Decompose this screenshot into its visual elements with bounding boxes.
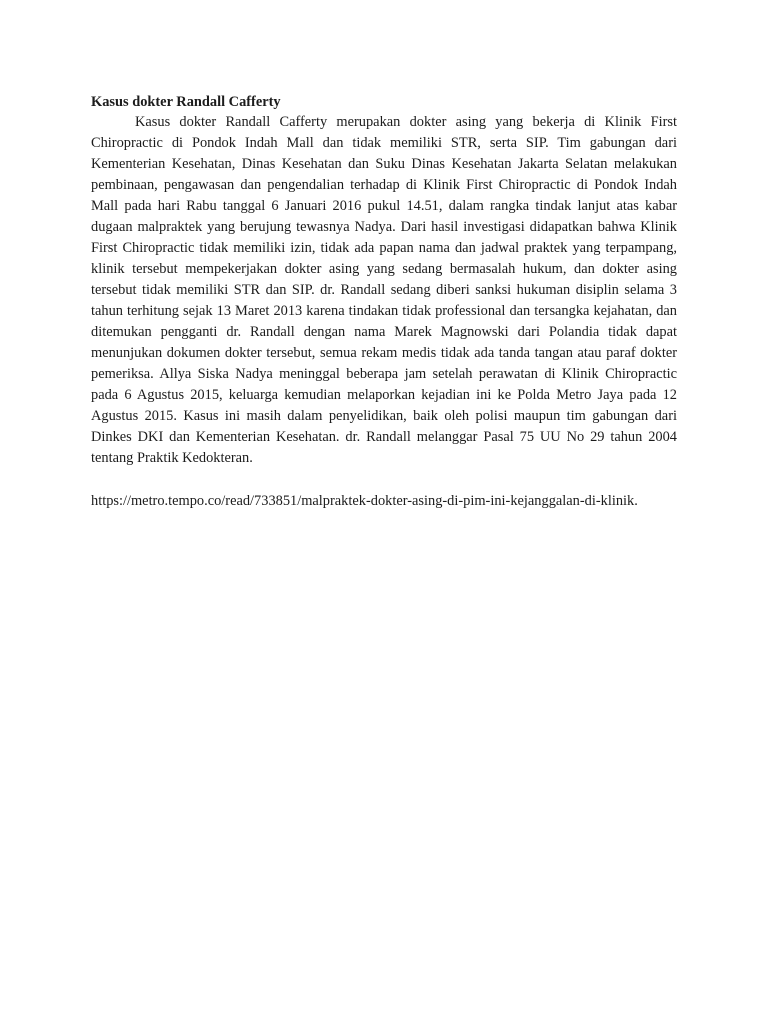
paragraph-spacer (91, 469, 677, 491)
source-url: https://metro.tempo.co/read/733851/malpraktek-dokter-asing-di-pim-ini-kejanggalan-di-klinik. (91, 493, 638, 509)
document-content (91, 93, 677, 512)
body-paragraph: Kasus dokter Randall Cafferty merupakan dokter asing yang bekerja di Klinik First Chiropractic di Pondok Indah Mall dan tidak memiliki STR, serta SIP. Tim gabungan dari Kementerian Kesehatan, Dinas Kesehatan dan Suku Dinas Kesehatan Jakarta Selatan melakukan pembinaan, pengawasan dan pengendalian terhadap di Klinik First Chiropractic di Pondok Indah Mall pada hari Rabu tanggal 6 Januari 2016 pukul 14.51, dalam rangka tindak lanjut atas kabar dugaan malpraktek yang berujung tewasnya Nadya. Dari hasil investigasi didapatkan bahwa Klinik First Chiropractic tidak memiliki izin, tidak ada papan nama dan jadwal praktek yang terpampang, klinik tersebut mempekerjakan dokter asing yang sedang bermasalah hukum, dan dokter asing tersebut tidak memiliki STR dan SIP. dr. Randall sedang diberi sanksi hukuman disiplin selama 3 tahun terhitung sejak 13 Maret 2013 karena tindakan tidak professional dan tersangka kejahatan, dan ditemukan pengganti dr. Randall dengan nama Marek Magnowski dari Polandia tidak dapat menunjukan dokumen dokter tersebut, semua rekam medis tidak ada tanda tangan atau paraf dokter pemeriksa. Allya Siska Nadya meninggal beberapa jam setelah perawatan di Klinik Chiropractic pada 6 Agustus 2015, keluarga kemudian melaporkan kejadian ini ke Polda Metro Jaya pada 12 Agustus 2015. Kasus ini masih dalam penyelidikan, baik oleh polisi maupun tim gabungan dari Dinkes DKI dan Kementerian Kesehatan. dr. Randall melanggar Pasal 75 UU No 29 tahun 2004 tentang Praktik Kedokteran. (91, 114, 677, 466)
document-title: Kasus dokter Randall Cafferty (91, 94, 281, 110)
